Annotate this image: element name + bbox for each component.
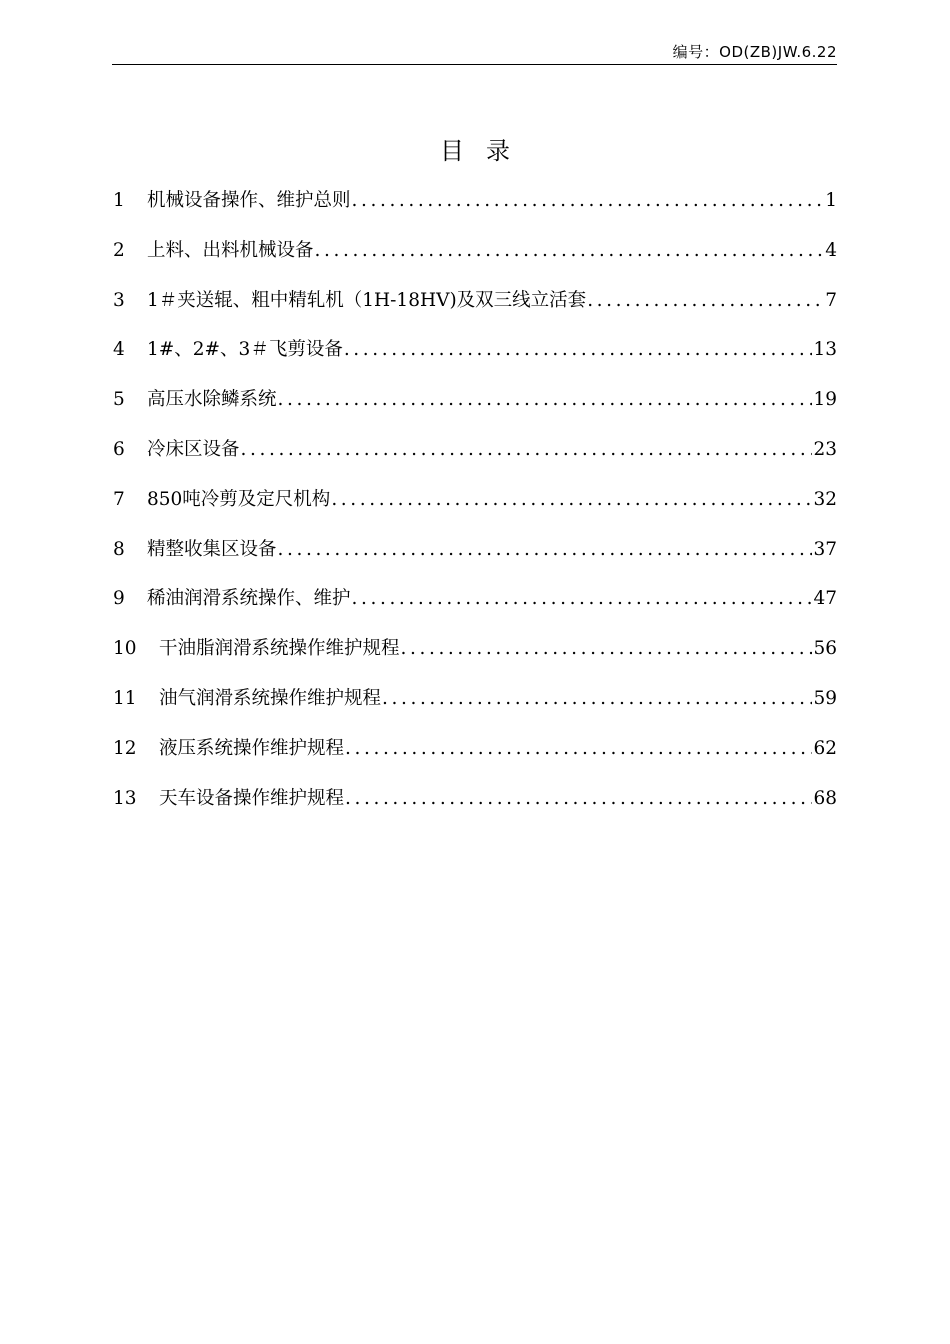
toc-entry-page: 68	[813, 787, 837, 809]
page-header	[112, 42, 837, 65]
toc-entry-page: 23	[813, 438, 837, 460]
toc-entry-number: 4	[113, 339, 125, 361]
toc-entry-page: 13	[813, 339, 837, 361]
toc-entry-number: 6	[113, 438, 125, 460]
toc-entry-number: 2	[113, 239, 125, 261]
toc-entry-number: 8	[113, 538, 125, 560]
toc-entry[interactable]	[113, 433, 837, 483]
toc-entry-title: 1#、2#、3＃飞剪设备	[147, 339, 343, 361]
toc-entry[interactable]	[113, 483, 837, 533]
toc-entry-number: 10	[113, 638, 137, 660]
dot-leader	[331, 483, 812, 517]
toc-entry[interactable]	[113, 383, 837, 433]
toc-entry-title: 油气润滑系统操作维护规程	[159, 687, 382, 709]
toc-entry-title: 上料、出料机械设备	[147, 239, 314, 261]
toc-entry-page: 19	[813, 389, 837, 411]
toc-entry-title: 稀油润滑系统操作、维护	[147, 588, 351, 610]
dot-leader	[401, 632, 813, 666]
table-of-contents	[113, 184, 837, 831]
toc-entry-page: 32	[813, 488, 837, 510]
toc-entry-title: 机械设备操作、维护总则	[147, 190, 351, 211]
toc-entry-number: 12	[113, 737, 137, 759]
toc-entry[interactable]	[113, 782, 837, 832]
toc-entry-number: 7	[113, 488, 125, 510]
toc-entry-page: 37	[813, 538, 837, 560]
dot-leader	[278, 533, 813, 567]
toc-entry[interactable]	[113, 333, 837, 383]
toc-entry-title: 高压水除鳞系统	[147, 389, 277, 411]
toc-entry[interactable]	[113, 632, 837, 682]
toc-entry[interactable]	[113, 234, 837, 284]
dot-leader	[344, 333, 813, 367]
dot-leader	[345, 782, 812, 816]
toc-entry-number: 9	[113, 588, 125, 610]
toc-entry-title: 1＃夹送辊、粗中精轧机（1H-18HV)及双三线立活套	[147, 289, 587, 311]
dot-leader	[382, 682, 812, 716]
toc-entry-title: 冷床区设备	[147, 438, 240, 460]
dot-leader	[352, 184, 825, 218]
document-code: 编号：OD(ZB)JW.6.22	[672, 43, 837, 61]
toc-entry-page: 56	[813, 638, 837, 660]
toc-entry[interactable]	[113, 184, 837, 234]
dot-leader	[241, 433, 813, 467]
toc-entry[interactable]	[113, 682, 837, 732]
toc-entry[interactable]	[113, 533, 837, 583]
toc-entry-number: 5	[113, 389, 125, 411]
toc-entry-number: 13	[113, 787, 137, 809]
toc-entry-page: 4	[825, 239, 837, 261]
dot-leader	[345, 732, 812, 766]
dot-leader	[315, 234, 825, 268]
toc-entry-title: 液压系统操作维护规程	[159, 737, 345, 759]
toc-entry-title: 干油脂润滑系统操作维护规程	[159, 638, 400, 660]
toc-entry-page: 7	[825, 289, 837, 311]
toc-entry-title: 天车设备操作维护规程	[159, 787, 345, 809]
toc-entry-page: 59	[813, 687, 837, 709]
toc-entry[interactable]	[113, 284, 837, 334]
toc-entry-title: 精整收集区设备	[147, 538, 277, 560]
toc-title: 目录	[440, 137, 532, 165]
toc-entry[interactable]	[113, 732, 837, 782]
toc-entry-number: 1	[113, 190, 125, 211]
toc-entry[interactable]	[113, 582, 837, 632]
dot-leader	[278, 383, 813, 417]
toc-entry-number: 3	[113, 289, 125, 311]
dot-leader	[352, 582, 813, 616]
toc-entry-page: 47	[813, 588, 837, 610]
dot-leader	[587, 284, 824, 318]
toc-entry-page: 62	[813, 737, 837, 759]
toc-entry-title: 850吨冷剪及定尺机构	[147, 488, 331, 510]
toc-entry-page: 1	[825, 190, 837, 211]
toc-entry-number: 11	[113, 687, 137, 709]
